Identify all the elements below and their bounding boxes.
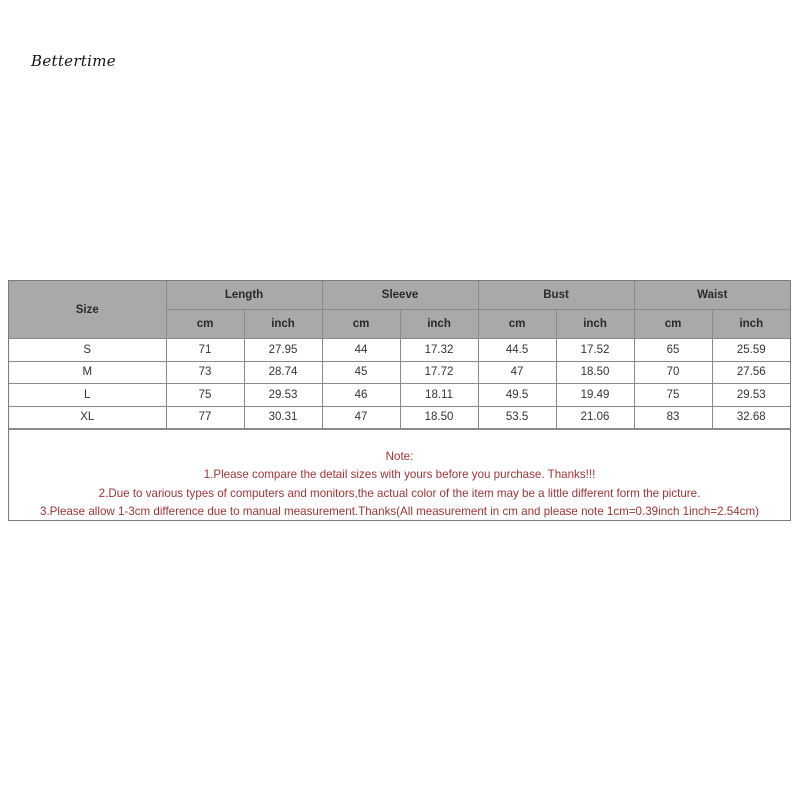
table-cell: 53.5 (478, 406, 556, 429)
table-cell: 29.53 (244, 384, 322, 407)
size-cell: L (9, 384, 166, 407)
size-cell: S (9, 339, 166, 362)
table-cell: 28.74 (244, 361, 322, 384)
table-cell: 73 (166, 361, 244, 384)
unit-header-inch: inch (556, 310, 634, 339)
table-cell: 17.72 (400, 361, 478, 384)
table-cell: 49.5 (478, 384, 556, 407)
unit-header-cm: cm (166, 310, 244, 339)
unit-header-inch: inch (244, 310, 322, 339)
note-line: 3.Please allow 1-3cm difference due to manual measurement.Thanks(All measurement in cm and please note 1cm=0.39inch 1inch=2.54cm) (40, 504, 759, 518)
table-cell: 70 (634, 361, 712, 384)
table-cell: 30.31 (244, 406, 322, 429)
note-line: 2.Due to various types of computers and monitors,the actual color of the item may be a little different form the picture. (98, 486, 701, 500)
table-row (9, 406, 790, 429)
table-cell: 77 (166, 406, 244, 429)
notes-section (9, 429, 790, 520)
table-cell: 75 (166, 384, 244, 407)
table-cell: 18.50 (556, 361, 634, 384)
table-cell: 18.50 (400, 406, 478, 429)
table-cell: 71 (166, 339, 244, 362)
header-row-groups (9, 281, 790, 310)
table-cell: 19.49 (556, 384, 634, 407)
table-cell: 45 (322, 361, 400, 384)
group-header-length: Length (166, 281, 322, 310)
table-cell: 44.5 (478, 339, 556, 362)
table-row (9, 384, 790, 407)
size-table (9, 281, 790, 429)
size-column-header: Size (9, 281, 166, 339)
table-cell: 46 (322, 384, 400, 407)
table-cell: 27.56 (712, 361, 790, 384)
note-line: 1.Please compare the detail sizes with yours before you purchase. Thanks!!! (203, 468, 596, 482)
table-cell: 65 (634, 339, 712, 362)
table-cell: 83 (634, 406, 712, 429)
brand-logo-text: Bettertime (31, 52, 116, 70)
table-cell: 75 (634, 384, 712, 407)
table-cell: 18.11 (400, 384, 478, 407)
unit-header-cm: cm (634, 310, 712, 339)
table-cell: 29.53 (712, 384, 790, 407)
table-cell: 17.32 (400, 339, 478, 362)
note-title: Note: (385, 450, 414, 463)
table-row (9, 361, 790, 384)
table-cell: 27.95 (244, 339, 322, 362)
group-header-sleeve: Sleeve (322, 281, 478, 310)
table-cell: 32.68 (712, 406, 790, 429)
group-header-bust: Bust (478, 281, 634, 310)
size-chart (8, 280, 791, 521)
unit-header-cm: cm (322, 310, 400, 339)
table-cell: 25.59 (712, 339, 790, 362)
unit-header-cm: cm (478, 310, 556, 339)
table-cell: 21.06 (556, 406, 634, 429)
unit-header-inch: inch (400, 310, 478, 339)
table-cell: 47 (322, 406, 400, 429)
group-header-waist: Waist (634, 281, 790, 310)
unit-header-inch: inch (712, 310, 790, 339)
table-row (9, 339, 790, 362)
size-cell: XL (9, 406, 166, 429)
table-cell: 47 (478, 361, 556, 384)
size-cell: M (9, 361, 166, 384)
table-cell: 17.52 (556, 339, 634, 362)
table-cell: 44 (322, 339, 400, 362)
